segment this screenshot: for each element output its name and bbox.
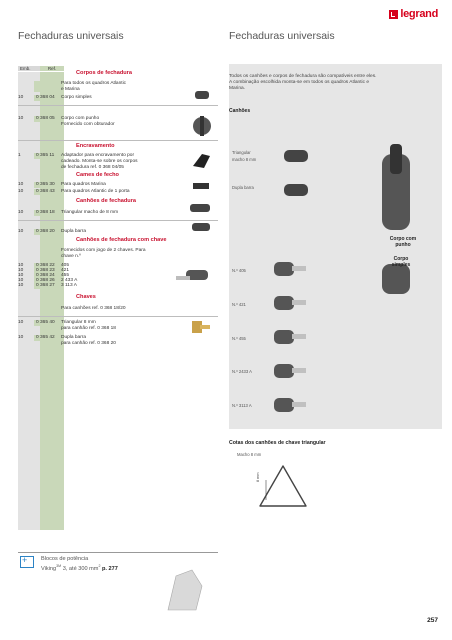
logo-mark-icon (389, 10, 398, 19)
cames-image (191, 180, 213, 194)
corpo-punho-image (190, 114, 216, 138)
page-title-left: Fechaduras universais (18, 30, 124, 42)
section-cotas: Cotas dos canhões de chave triangular (229, 440, 326, 446)
section-title: Canhões de fechadura (76, 198, 136, 204)
key-405-image (270, 258, 310, 280)
divider (18, 105, 218, 106)
adaptador-image (190, 150, 214, 170)
divider (18, 316, 218, 317)
key-455-image (270, 326, 310, 348)
key-2433a-image (270, 360, 310, 382)
table-row: 10 0 368 26 2 433 A (18, 278, 78, 283)
canhao-dupla-image (190, 220, 216, 234)
table-row: 10 0 365 40 Triangular 8 mm (18, 320, 96, 325)
table-row: 10 0 368 18 Triangular macho de 8 mm (18, 210, 119, 215)
canhao-chave-image (172, 262, 218, 292)
col-emb: Emb. (18, 66, 40, 71)
table-row: 10 0 368 22 405 (18, 263, 70, 268)
plus-icon (20, 556, 34, 568)
table-row: 10 0 365 42 Dupla barra (18, 335, 87, 340)
section-title: Encravamento (76, 143, 115, 149)
table-row: 10 0 368 05 Corpo com punho (18, 116, 100, 121)
cross-reference[interactable]: Blocos de potência Viking$^{3M}$ 3, até 300 $mm^2$ p. 277 (41, 556, 118, 572)
table-row: 10 0 368 23 421 (18, 268, 70, 273)
section-note: Para todos os quadros Atlantic e Marina (61, 81, 127, 92)
canhao-dupla-barra-image (280, 180, 314, 200)
table-row: 10 0 368 04 Corpo simples (18, 95, 92, 100)
corpo-simples-image (194, 90, 212, 100)
page-title-right: Fechaduras universais (229, 30, 335, 42)
key-3113a-image (270, 394, 310, 416)
power-block-image (162, 566, 208, 614)
divider (18, 220, 218, 221)
page-number: 257 (427, 617, 438, 624)
section-title: Cames de fecho (76, 172, 119, 178)
section-canhoes: Canhões (229, 108, 251, 114)
divider (18, 140, 218, 141)
logo-text: legrand (400, 8, 438, 20)
canhao-image (188, 200, 216, 216)
table-row: 10 0 368 43 Para quadros Atlantic de 1 porta (18, 189, 130, 194)
chave-image (188, 318, 212, 338)
section-title: Canhões de fechadura com chave (76, 237, 167, 243)
footer-divider (18, 552, 218, 553)
section-title: Corpos de fechadura (76, 70, 132, 76)
table-row: 10 0 368 27 3 113 A (18, 283, 77, 288)
table-row: 10 0 368 24 455 (18, 273, 70, 278)
corpo-punho-large-image (376, 140, 416, 236)
table-row: 10 0 365 30 Para quadros Marina (18, 182, 106, 187)
section-title: Chaves (76, 294, 96, 300)
triangle-dimension-diagram (256, 462, 310, 514)
key-421-image (270, 292, 310, 314)
legrand-logo (389, 8, 438, 20)
table-row: 10 0 368 20 Dupla barra (18, 229, 87, 234)
canhao-triangular-image (280, 146, 314, 166)
table-row: 1 0 365 11 Adaptador para encravamento por (18, 153, 135, 158)
col-ref: Ref. (40, 66, 64, 71)
